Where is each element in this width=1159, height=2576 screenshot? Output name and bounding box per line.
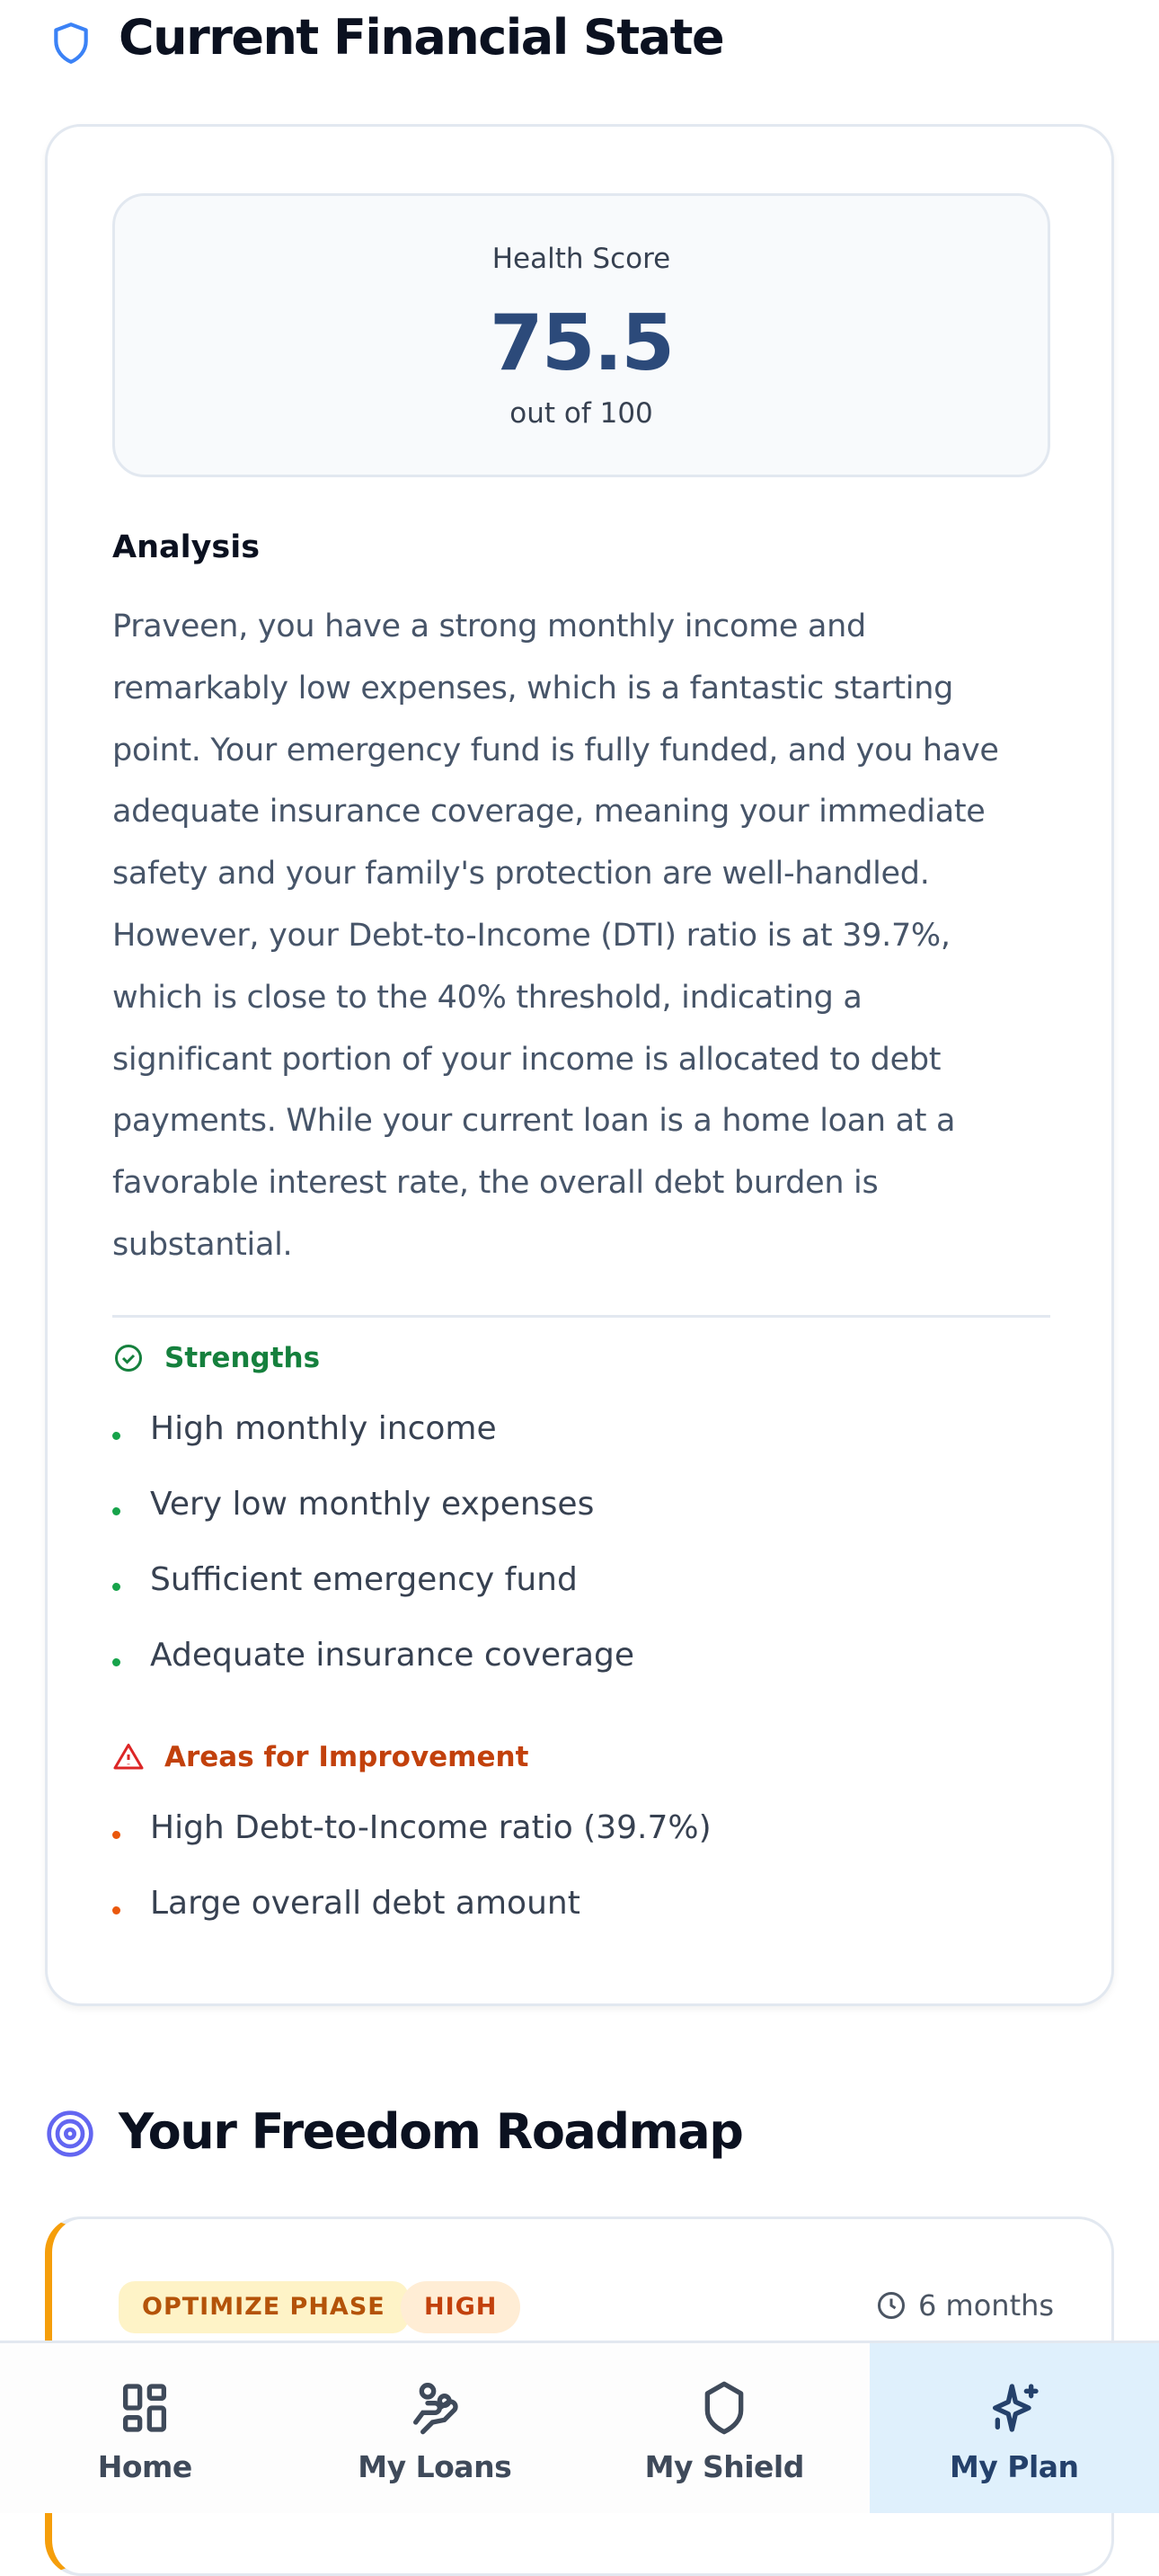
health-score-box xyxy=(112,193,1050,477)
nav-my-loans[interactable] xyxy=(290,2343,580,2513)
nav-home[interactable] xyxy=(0,2343,290,2513)
strength-item: High monthly income xyxy=(112,1410,497,1447)
duration-text: 6 months xyxy=(918,2288,1054,2323)
strengths-title: Strengths xyxy=(164,1342,320,1374)
warning-icon xyxy=(112,1741,145,1773)
check-circle-icon xyxy=(112,1342,145,1374)
analysis-line: significant portion of your income is allocated to debt xyxy=(112,1029,1065,1091)
analysis-line: adequate insurance coverage, meaning your immediate xyxy=(112,781,1065,843)
nav-label: My Loans xyxy=(290,2449,580,2484)
health-score-max: out of 100 xyxy=(115,397,1048,430)
target-icon xyxy=(45,2109,95,2159)
section-title-financial-state: Current Financial State xyxy=(119,9,723,66)
analysis-line: favorable interest rate, the overall debt burden is xyxy=(112,1152,1065,1214)
analysis-line: safety and your family's protection are well-handled. xyxy=(112,843,1065,905)
nav-label: Home xyxy=(0,2449,290,2484)
improvements-title: Areas for Improvement xyxy=(164,1741,528,1773)
hand-coins-icon xyxy=(406,2379,464,2437)
analysis-line: substantial. xyxy=(112,1214,1065,1276)
sparkles-icon xyxy=(986,2379,1043,2437)
health-score-label: Health Score xyxy=(115,243,1048,275)
analysis-title: Analysis xyxy=(112,529,260,565)
analysis-line: which is close to the 40% threshold, indicating a xyxy=(112,967,1065,1029)
nav-label: My Shield xyxy=(580,2449,870,2484)
section-title-roadmap: Your Freedom Roadmap xyxy=(119,2103,742,2160)
bottom-nav xyxy=(0,2341,1159,2513)
strengths-header xyxy=(112,1342,320,1374)
clock-icon xyxy=(875,2289,907,2322)
improvement-item: Large overall debt amount xyxy=(112,1885,580,1922)
priority-badge: HIGH xyxy=(401,2281,520,2333)
phase-badge: OPTIMIZE PHASE xyxy=(119,2281,409,2333)
shield-icon xyxy=(695,2379,753,2437)
improvement-item: High Debt-to-Income ratio (39.7%) xyxy=(112,1809,712,1846)
grid-icon xyxy=(116,2379,173,2437)
health-score-value: 75.5 xyxy=(115,298,1048,388)
improvements-header xyxy=(112,1741,528,1773)
strength-item: Sufficient emergency fund xyxy=(112,1561,578,1598)
analysis-line: point. Your emergency fund is fully funded, and you have xyxy=(112,720,1065,782)
strength-item: Very low monthly expenses xyxy=(112,1486,594,1523)
divider xyxy=(112,1315,1050,1318)
strength-item: Adequate insurance coverage xyxy=(112,1637,634,1674)
nav-my-plan[interactable] xyxy=(870,2343,1159,2513)
duration xyxy=(875,2288,1054,2323)
analysis-line: However, your Debt-to-Income (DTI) ratio is at 39.7%, xyxy=(112,905,1065,967)
analysis-line: remarkably low expenses, which is a fantastic starting xyxy=(112,658,1065,720)
financial-state-card xyxy=(45,124,1114,2006)
analysis-line: Praveen, you have a strong monthly income and xyxy=(112,596,1065,658)
shield-icon xyxy=(49,18,93,68)
nav-label: My Plan xyxy=(870,2449,1159,2484)
analysis-line: payments. While your current loan is a home loan at a xyxy=(112,1090,1065,1152)
nav-my-shield[interactable] xyxy=(580,2343,870,2513)
analysis-text xyxy=(112,596,1065,1276)
